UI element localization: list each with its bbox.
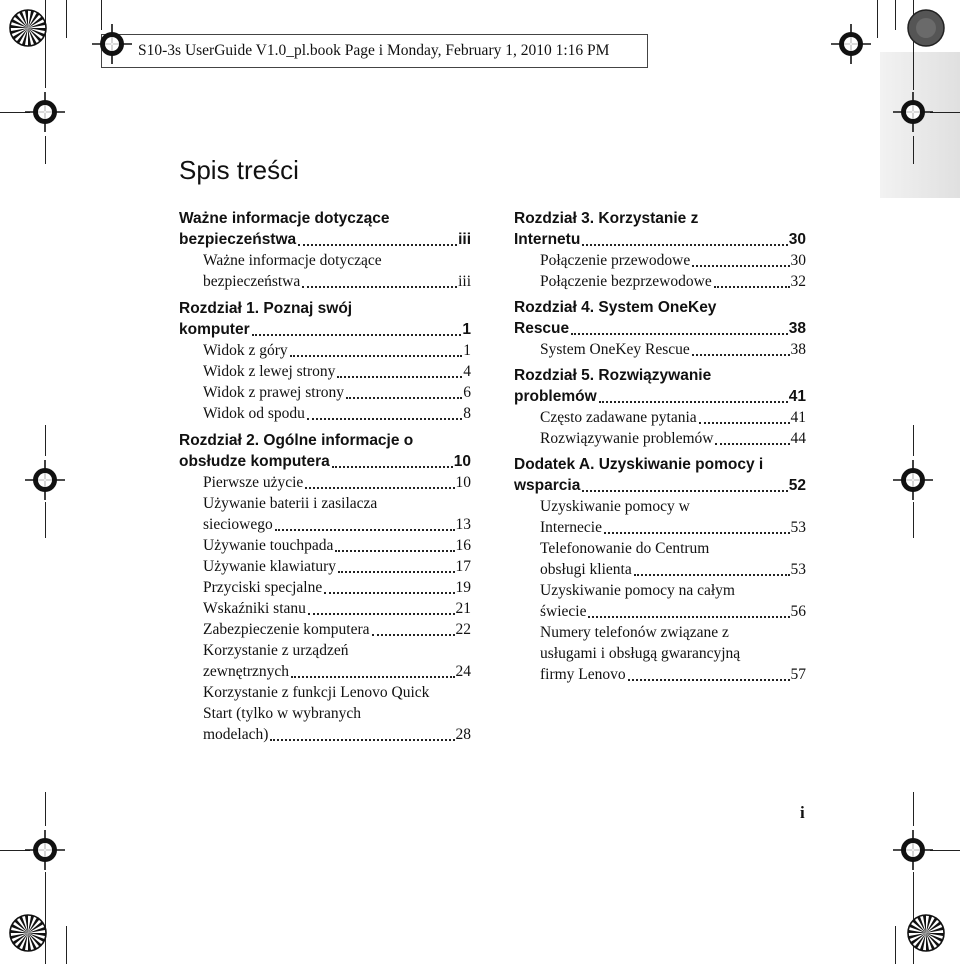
toc-entry-line [203,340,471,361]
toc-heading-text: Dodatek A. Uzyskiwanie pomocy i [514,456,764,473]
toc-heading-text: Rozdział 5. Rozwiązywanie [514,367,712,384]
dot-leader [324,592,454,594]
toc-heading-line [179,319,471,340]
dot-leader [634,574,790,576]
toc-heading[interactable] [179,430,471,472]
dot-leader [290,355,463,357]
dot-leader [332,466,453,468]
toc-entry-line [540,643,806,664]
toc-entry-text: Rozwiązywanie problemów [540,430,714,447]
toc-entry-line [540,496,806,517]
toc-entry[interactable] [203,619,471,640]
toc-entry-text: Widok z lewej strony [203,363,336,380]
crop-line [45,425,46,456]
toc-entry-text: Widok z prawej strony [203,384,344,401]
toc-entry-line [540,407,806,428]
dot-leader [335,550,454,552]
page-number: i [800,803,805,822]
toc-entry-page: 10 [455,474,471,491]
toc-heading[interactable] [514,454,806,496]
toc-entry-page: 17 [455,558,471,575]
toc-entry[interactable] [540,339,806,360]
dot-leader [692,354,790,356]
toc-entry-text: Ważne informacje dotyczące [203,252,382,269]
registration-star-icon [8,913,48,953]
header-text: S10-3s UserGuide V1.0_pl.book Page i Monday, February 1, 2010 1:16 PM [138,42,610,59]
toc-entry[interactable] [540,580,806,622]
toc-entry-text: Połączenie bezprzewodowe [540,273,712,290]
toc-heading-text: Rozdział 4. System OneKey [514,299,717,316]
dot-leader [588,616,789,618]
toc-entry[interactable] [540,622,806,685]
toc-entry-page: 44 [790,430,806,447]
toc-entry-page: 13 [455,516,471,533]
toc-subentries [514,250,806,292]
toc-heading-line [514,297,806,318]
dot-leader [714,286,790,288]
toc-entry-page: iii [458,273,471,290]
toc-subentries [514,407,806,449]
toc-heading-page: 10 [453,453,471,470]
dot-leader [571,333,788,335]
toc-entry-text: Numery telefonów związane z [540,624,729,641]
dot-leader [338,571,455,573]
toc-heading-page: 38 [788,320,806,337]
toc-entry-line [540,622,806,643]
toc-entry-line [203,382,471,403]
toc-entry-text: Widok od spodu [203,405,305,422]
dot-leader [692,265,789,267]
toc-entry-page: 38 [790,341,806,358]
toc-entry[interactable] [540,428,806,449]
toc-entry-text: Pierwsze użycie [203,474,304,491]
crop-line [45,792,46,826]
toc-entry-line [540,517,806,538]
toc-entry-text: Używanie klawiatury [203,558,336,575]
toc-entry[interactable] [540,538,806,580]
toc-entry[interactable] [203,472,471,493]
toc-entry-page: 30 [790,252,806,269]
toc-entry-text: modelach) [203,726,269,743]
toc-entry-line [203,556,471,577]
toc-entry-text: Wskaźniki stanu [203,600,306,617]
toc-heading-line [179,430,471,451]
toc-entry-line [203,250,471,271]
toc-entry-line [540,428,806,449]
book-header [101,34,648,68]
crop-line [913,792,914,826]
toc-entry-text: Zabezpieczenie komputera [203,621,370,638]
registration-star-icon [906,913,946,953]
toc-entry-line [203,682,471,703]
toc-entry[interactable] [203,598,471,619]
dot-leader [307,418,462,420]
dot-leader [291,676,454,678]
toc-entry-line [203,493,471,514]
toc-entry-page: 16 [455,537,471,554]
toc-heading-line [514,386,806,407]
toc-heading-line [514,365,806,386]
crop-line [45,136,46,164]
toc-entry[interactable] [540,250,806,271]
registration-crosshair-icon [23,828,67,872]
dot-leader [715,443,789,445]
crop-line [913,136,914,164]
toc-heading-line [179,451,471,472]
toc-entry-page: 24 [455,663,471,680]
toc-entry[interactable] [203,250,471,292]
dot-leader [302,286,457,288]
dot-leader [699,422,790,424]
crop-line [66,926,67,964]
toc-heading-text: Ważne informacje dotyczące [179,210,390,227]
toc-heading-page: 30 [788,231,806,248]
dot-leader [298,244,457,246]
toc-entry-page: 32 [790,273,806,290]
toc-entry-line [203,403,471,424]
toc-entry[interactable] [203,556,471,577]
page-title: Spis treści [179,155,299,185]
toc-entry-page: 53 [790,561,806,578]
toc-heading-line [514,318,806,339]
toc-entry-text: Połączenie przewodowe [540,252,691,269]
toc-entry-line [203,703,471,724]
toc-entry-text: Start (tylko w wybranych [203,705,361,722]
toc-entry-line [203,598,471,619]
toc-heading-page: iii [458,231,471,248]
registration-crosshair-icon [891,90,935,134]
toc-entry-page: 19 [455,579,471,596]
toc-entry[interactable] [203,382,471,403]
toc-subentries [179,340,471,424]
toc-entry[interactable] [203,640,471,682]
toc-heading-text: obsłudze komputera [179,453,330,470]
dot-leader [628,679,790,681]
toc-entry-page: 8 [463,405,471,422]
toc-heading[interactable] [514,208,806,250]
toc-entry[interactable] [540,271,806,292]
toc-entry[interactable] [203,577,471,598]
toc-entry-page: 56 [790,603,806,620]
crop-line [66,0,67,38]
crop-line [913,502,914,538]
toc-column-left [179,208,471,745]
toc-entry-line [540,250,806,271]
toc-heading[interactable] [179,298,471,340]
toc-entry-line [203,535,471,556]
toc-entry-line [540,664,806,685]
toc-entry-text: Uzyskiwanie pomocy na całym [540,582,735,599]
toc-entry[interactable] [203,535,471,556]
toc-entry-line [203,361,471,382]
toc-entry[interactable] [203,340,471,361]
toc-entry-page: 41 [790,409,806,426]
toc-entry-page: 57 [790,666,806,683]
toc-subentries [514,496,806,685]
toc-entry-line [540,580,806,601]
toc-entry-text: Używanie touchpada [203,537,334,554]
toc-entry-line [203,514,471,535]
toc-entry-line [540,559,806,580]
dot-leader [270,739,454,741]
registration-crosshair-icon [891,828,935,872]
toc-entry-text: Przyciski specjalne [203,579,323,596]
dot-leader [305,487,454,489]
toc-entry-page: 21 [455,600,471,617]
dot-leader [275,529,455,531]
toc-entry[interactable] [203,682,471,745]
toc-heading-text: wsparcia [514,477,581,494]
toc-heading-line [514,475,806,496]
toc-heading-page: 41 [788,388,806,405]
crop-line [913,425,914,456]
toc-entry-text: System OneKey Rescue [540,341,690,358]
crop-line [895,926,896,964]
toc-heading-line [514,208,806,229]
toc-entry-text: Internecie [540,519,602,536]
registration-crosshair-icon [23,458,67,502]
crop-line [895,0,896,30]
crop-line [877,0,878,38]
dot-leader [308,613,455,615]
toc-entry-page: 4 [463,363,471,380]
toc-entry-line [540,538,806,559]
toc-entry-line [203,640,471,661]
registration-star-icon [8,8,48,48]
toc-entry-text: świecie [540,603,587,620]
toc-entry[interactable] [540,407,806,428]
toc-entry[interactable] [203,403,471,424]
toc-entry-line [540,339,806,360]
dot-leader [599,401,788,403]
toc-subentries [514,339,806,360]
toc-heading-text: Rescue [514,320,570,337]
crop-line [45,502,46,538]
dot-leader [337,376,462,378]
dot-leader [372,634,455,636]
toc-entry-text: Korzystanie z funkcji Lenovo Quick [203,684,430,701]
toc-heading-line [179,229,471,250]
dot-leader [252,334,462,336]
toc-entry-page: 6 [463,384,471,401]
dot-leader [346,397,462,399]
toc-entry-line [203,724,471,745]
toc-heading-text: problemów [514,388,597,405]
toc-heading-page: 1 [462,321,471,338]
toc-heading[interactable] [179,208,471,250]
toc-entry-text: Widok z góry [203,342,288,359]
toc-entry-page: 28 [455,726,471,743]
toc-entry-text: Używanie baterii i zasilacza [203,495,378,512]
toc-entry-line [203,271,471,292]
toc-entry-line [540,271,806,292]
toc-heading-text: Rozdział 1. Poznaj swój [179,300,353,317]
toc-entry-page: 53 [790,519,806,536]
toc-heading-text: Rozdział 3. Korzystanie z [514,210,699,227]
toc-entry-text: firmy Lenovo [540,666,626,683]
toc-entry-text: Korzystanie z urządzeń [203,642,349,659]
toc-entry-text: usługami i obsługą gwarancyjną [540,645,741,662]
registration-crosshair-icon [891,458,935,502]
toc-entry-line [203,619,471,640]
toc-entry-line [203,577,471,598]
toc-entry-text: Uzyskiwanie pomocy w [540,498,690,515]
toc-entry-text: sieciowego [203,516,273,533]
toc-heading[interactable] [514,365,806,407]
toc-heading-page: 52 [788,477,806,494]
registration-dot-icon [906,8,946,48]
toc-subentries [179,472,471,745]
toc-entry[interactable] [203,361,471,382]
toc-entry-line [203,661,471,682]
toc-heading-line [179,298,471,319]
toc-heading-text: bezpieczeństwa [179,231,297,248]
toc-entry[interactable] [203,493,471,535]
dot-leader [604,532,790,534]
toc-entry-text: zewnętrznych [203,663,290,680]
toc-entry-text: Często zadawane pytania [540,409,697,426]
toc-entry-page: 1 [463,342,471,359]
toc-subentries [179,250,471,292]
toc-entry-line [540,601,806,622]
toc-heading-line [514,454,806,475]
toc-heading-text: Internetu [514,231,581,248]
toc-entry-text: bezpieczeństwa [203,273,301,290]
toc-heading-text: komputer [179,321,250,338]
toc-heading-line [179,208,471,229]
toc-entry[interactable] [540,496,806,538]
dot-leader [582,244,787,246]
registration-crosshair-icon [90,22,134,66]
toc-entry-line [203,472,471,493]
toc-column-right [514,208,806,685]
toc-entry-text: obsługi klienta [540,561,632,578]
toc-entry-text: Telefonowanie do Centrum [540,540,710,557]
toc-heading-text: Rozdział 2. Ogólne informacje o [179,432,414,449]
toc-heading-line [514,229,806,250]
toc-entry-page: 22 [455,621,471,638]
registration-crosshair-icon [829,22,873,66]
registration-crosshair-icon [23,90,67,134]
dot-leader [582,490,787,492]
toc-heading[interactable] [514,297,806,339]
